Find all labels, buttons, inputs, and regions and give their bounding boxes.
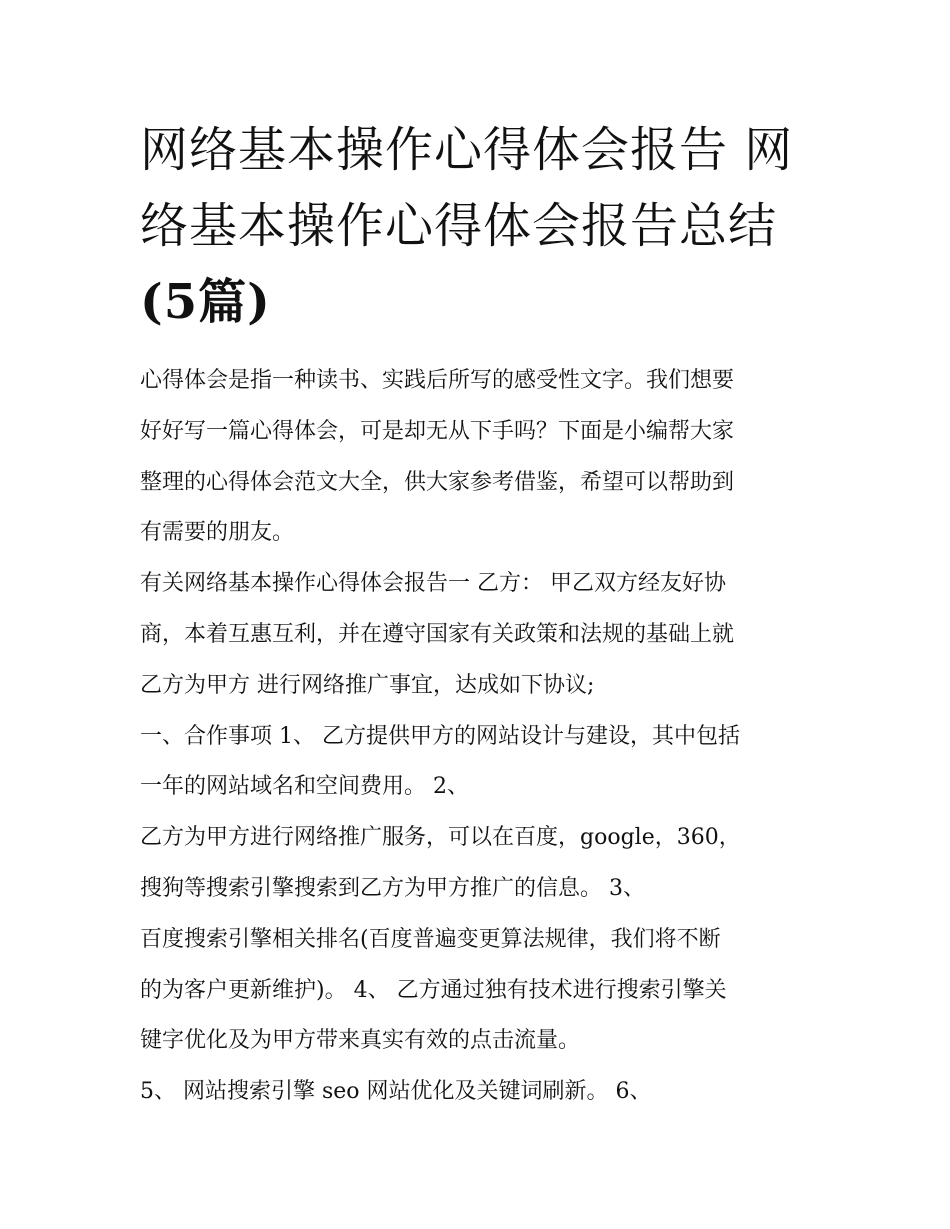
body-line: 一年的网站域名和空间费用。 2、 — [140, 774, 469, 800]
body-line: 乙方为甲方 进行网络推广事宜，达成如下协议; — [140, 672, 595, 698]
body-line: 乙方为甲方进行网络推广服务，可以在百度，google，360， — [140, 825, 741, 851]
body-line: 一、合作事项 1、 乙方提供甲方的网站设计与建设，其中包括 — [140, 723, 740, 749]
title-line: 络基本操作心得体会报告总结 — [140, 198, 778, 254]
document-title — [140, 112, 820, 340]
body-line: 商，本着互惠互利，并在遵守国家有关政策和法规的基础上就 — [140, 621, 735, 647]
body-line: 5、 网站搜索引擎 seo 网站优化及关键词刷新。 6、 — [140, 1079, 652, 1105]
title-line: 网络基本操作心得体会报告 网 — [140, 122, 794, 178]
body-line: 整理的心得体会范文大全，供大家参考借鉴，希望可以帮助到 — [140, 469, 735, 495]
body-line: 百度搜索引擎相关排名(百度普遍变更算法规律，我们将不断 — [140, 926, 721, 952]
title-line: (5篇) — [140, 274, 271, 330]
body-line: 有关网络基本操作心得体会报告一 乙方： 甲乙双方经友好协 — [140, 571, 726, 597]
body-line: 的为客户更新维护)。 4、 乙方通过独有技术进行搜索引擎关 — [140, 977, 727, 1003]
document-body — [140, 356, 830, 1118]
body-line: 有需要的朋友。 — [140, 520, 295, 546]
body-line: 搜狗等搜索引擎搜索到乙方为甲方推广的信息。 3、 — [140, 875, 645, 901]
body-line: 心得体会是指一种读书、实践后所写的感受性文字。我们想要 — [140, 368, 735, 393]
body-line: 键字优化及为甲方带来真实有效的点击流量。 — [140, 1028, 581, 1054]
body-line: 好好写一篇心得体会，可是却无从下手吗？下面是小编帮大家 — [140, 418, 735, 444]
